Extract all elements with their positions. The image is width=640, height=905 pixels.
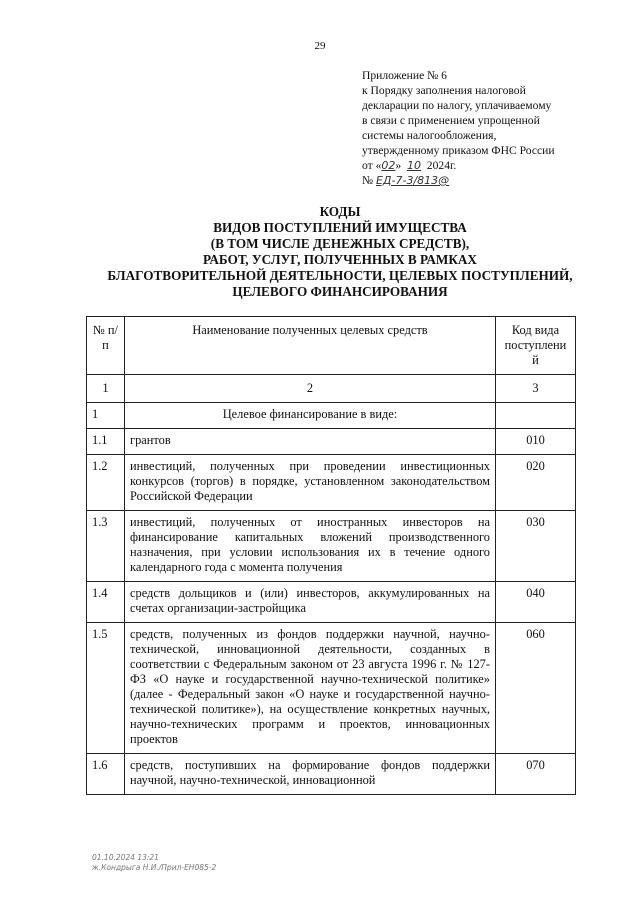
title-line: ВИДОВ ПОСТУПЛЕНИЙ ИМУЩЕСТВА — [213, 220, 467, 235]
title-line: БЛАГОТВОРИТЕЛЬНОЙ ДЕЯТЕЛЬНОСТИ, ЦЕЛЕВЫХ ПОСТУПЛЕНИЙ, — [107, 268, 573, 283]
header-name: Наименование полученных целевых средств — [125, 317, 496, 375]
group-num: 1 — [87, 403, 125, 429]
row-name: средств дольщиков и (или) инвесторов, аккумулированных на счетах организации-застройщика — [125, 582, 496, 623]
row-name: средств, поступивших на формирование фондов поддержки научной, научно-технической, инновационной — [125, 754, 496, 795]
index-cell: 1 — [87, 375, 125, 403]
appendix-line: системы налогообложения, — [362, 129, 497, 142]
row-code: 010 — [496, 429, 576, 455]
row-name: инвестиций, полученных при проведении инвестиционных конкурсов (торгов) в порядке, установленном законодательством Российской Федерации — [125, 455, 496, 511]
table-row — [87, 623, 576, 754]
row-num: 1.2 — [87, 455, 125, 511]
row-num: 1.4 — [87, 582, 125, 623]
date-prefix: от « — [362, 159, 382, 172]
appendix-number-line — [362, 173, 602, 188]
date-suffix: г. — [449, 159, 457, 172]
appendix-line: к Порядку заполнения налоговой — [362, 84, 526, 97]
date-month: 10 — [407, 159, 421, 172]
header-num: № п/п — [87, 317, 125, 375]
row-num: 1.3 — [87, 511, 125, 582]
row-name: грантов — [125, 429, 496, 455]
appendix-date-line — [362, 158, 602, 173]
appendix-line: в связи с применением упрощенной — [362, 114, 540, 127]
appendix-line: декларации по налогу, уплачиваемому — [362, 99, 552, 112]
order-number: ЕД-7-3/813@ — [375, 174, 450, 187]
date-mid: » — [395, 159, 402, 172]
table-header-row — [87, 317, 576, 375]
row-code: 020 — [496, 455, 576, 511]
row-num: 1.5 — [87, 623, 125, 754]
footer-timestamp: 01.10.2024 13:21 — [92, 853, 159, 862]
row-code: 030 — [496, 511, 576, 582]
page-number: 29 — [314, 40, 326, 52]
document-title — [60, 204, 620, 300]
row-code: 040 — [496, 582, 576, 623]
appendix-line: утвержденному приказом ФНС России — [362, 144, 555, 157]
table-group-row — [87, 403, 576, 429]
row-code: 070 — [496, 754, 576, 795]
appendix-header — [362, 68, 602, 188]
index-cell: 2 — [125, 375, 496, 403]
title-line: (В ТОМ ЧИСЛЕ ДЕНЕЖНЫХ СРЕДСТВ), — [210, 236, 470, 251]
index-cell: 3 — [496, 375, 576, 403]
table-row — [87, 511, 576, 582]
number-prefix: № — [362, 174, 376, 187]
row-name: инвестиций, полученных от иностранных инвесторов на финансирование капитальных вложений производственного назначения, при условии использования их в течение одного календарного года с момента получения — [125, 511, 496, 582]
header-code: Код вида поступлени й — [496, 317, 576, 375]
group-title: Целевое финансирование в виде: — [125, 403, 496, 429]
title-line: ЦЕЛЕВОГО ФИНАНСИРОВАНИЯ — [232, 284, 448, 299]
row-num: 1.6 — [87, 754, 125, 795]
codes-table — [86, 316, 576, 795]
footer-reference: ж.Кондрыга Н.И./Прил-ЕН085-2 — [92, 863, 217, 872]
table-row — [87, 754, 576, 795]
appendix-line: Приложение № 6 — [362, 69, 447, 82]
title-line: РАБОТ, УСЛУГ, ПОЛУЧЕННЫХ В РАМКАХ — [203, 252, 477, 267]
table-row — [87, 582, 576, 623]
title-line: КОДЫ — [319, 204, 361, 219]
group-code — [496, 403, 576, 429]
table-row — [87, 429, 576, 455]
row-num: 1.1 — [87, 429, 125, 455]
date-day: 02 — [381, 159, 396, 172]
document-footer — [92, 853, 216, 873]
row-code: 060 — [496, 623, 576, 754]
date-year: 2024 — [426, 159, 450, 172]
table-index-row — [87, 375, 576, 403]
table-row — [87, 455, 576, 511]
row-name: средств, полученных из фондов поддержки научной, научно-технической, инновационной деятельности, созданных в соответствии с Федеральным законом от 23 августа 1996 г. № 127-ФЗ «О науке и государственной научно-технической политике» (далее - Федеральный закон «О науке и государственной научно-технической политике»), на осуществление конкретных научных, научно-технических программ и проектов, инновационных проектов — [125, 623, 496, 754]
